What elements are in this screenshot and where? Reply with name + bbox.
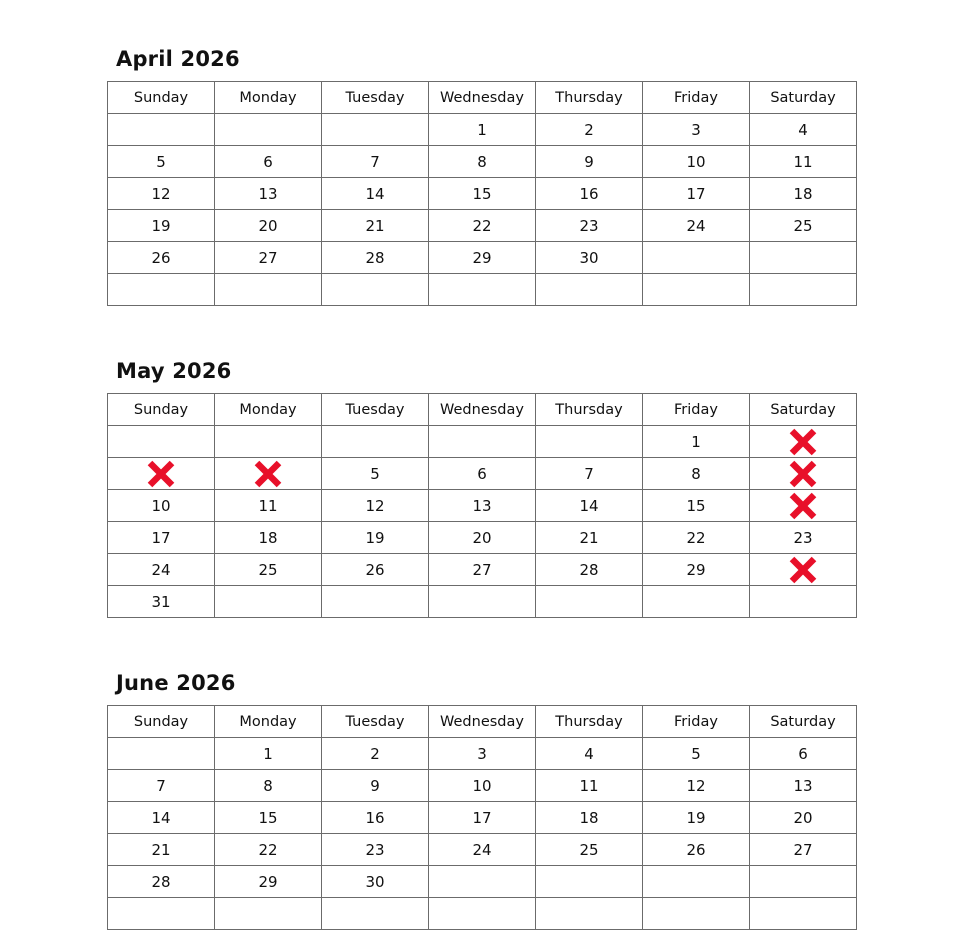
- day-cell: [215, 770, 322, 802]
- week-row: [108, 114, 857, 146]
- day-number: 12: [686, 776, 706, 795]
- day-cell: [108, 490, 215, 522]
- day-cell: [215, 242, 322, 274]
- weekday-header: Monday: [215, 394, 322, 426]
- day-cell: [108, 554, 215, 586]
- day-number: 11: [579, 776, 599, 795]
- day-cell: [215, 490, 322, 522]
- day-cell: [429, 458, 536, 490]
- day-number: 8: [477, 152, 487, 171]
- day-cell: [215, 210, 322, 242]
- day-cell: [536, 522, 643, 554]
- day-cell: [429, 898, 536, 930]
- day-number: 2: [584, 120, 594, 139]
- calendar-grid: [107, 81, 857, 306]
- day-cell: [643, 274, 750, 306]
- month-title: June 2026: [116, 671, 236, 695]
- day-number: 22: [258, 840, 278, 859]
- weekday-header: Friday: [643, 394, 750, 426]
- day-number: 18: [258, 528, 278, 547]
- day-number: 17: [686, 184, 706, 203]
- week-row: [108, 274, 857, 306]
- week-row: [108, 458, 857, 490]
- day-cell: [322, 738, 429, 770]
- day-number: 9: [370, 776, 380, 795]
- day-cell: [750, 490, 857, 522]
- day-number: 25: [579, 840, 599, 859]
- day-number: 19: [365, 528, 385, 547]
- week-row: [108, 866, 857, 898]
- day-number: 3: [691, 120, 701, 139]
- day-cell: [215, 114, 322, 146]
- day-number: 12: [151, 184, 171, 203]
- day-number: 30: [579, 248, 599, 267]
- weekday-header: Wednesday: [429, 706, 536, 738]
- week-row: [108, 426, 857, 458]
- month-title: May 2026: [116, 359, 232, 383]
- day-cell: [429, 738, 536, 770]
- day-cell: [429, 586, 536, 618]
- day-cell: [322, 770, 429, 802]
- day-number: 6: [798, 744, 808, 763]
- day-cell: [643, 802, 750, 834]
- day-cell: [536, 426, 643, 458]
- day-number: 13: [793, 776, 813, 795]
- day-cell: [643, 458, 750, 490]
- day-cell: [643, 146, 750, 178]
- weekday-header: Tuesday: [322, 394, 429, 426]
- day-cell: [322, 114, 429, 146]
- day-cell: [429, 178, 536, 210]
- weekday-header: Monday: [215, 706, 322, 738]
- day-number: 6: [477, 464, 487, 483]
- day-cell: [429, 242, 536, 274]
- day-cell: [536, 770, 643, 802]
- day-cell: [429, 554, 536, 586]
- day-cell: [536, 490, 643, 522]
- calendar-grid: [107, 705, 857, 930]
- day-cell: [322, 866, 429, 898]
- weekday-header-row: [108, 394, 857, 426]
- day-cell: [322, 522, 429, 554]
- day-number: 8: [263, 776, 273, 795]
- cross-mark-icon: [788, 555, 818, 585]
- weekday-header: Thursday: [536, 82, 643, 114]
- day-number: 15: [686, 496, 706, 515]
- day-number: 10: [686, 152, 706, 171]
- day-cell: [322, 490, 429, 522]
- day-number: 14: [151, 808, 171, 827]
- day-number: 28: [579, 560, 599, 579]
- day-number: 27: [793, 840, 813, 859]
- day-cell: [643, 554, 750, 586]
- day-number: 29: [686, 560, 706, 579]
- day-cell: [536, 834, 643, 866]
- day-cell: [108, 770, 215, 802]
- day-number: 13: [258, 184, 278, 203]
- day-number: 27: [472, 560, 492, 579]
- day-cell: [108, 146, 215, 178]
- day-cell: [215, 146, 322, 178]
- weekday-header: Sunday: [108, 82, 215, 114]
- day-cell: [429, 522, 536, 554]
- day-cell: [643, 426, 750, 458]
- day-cell: [536, 898, 643, 930]
- day-number: 5: [156, 152, 166, 171]
- day-cell: [322, 242, 429, 274]
- day-number: 7: [584, 464, 594, 483]
- day-number: 14: [365, 184, 385, 203]
- day-cell: [643, 114, 750, 146]
- day-number: 26: [151, 248, 171, 267]
- week-row: [108, 770, 857, 802]
- day-number: 30: [365, 872, 385, 891]
- day-cell: [750, 586, 857, 618]
- day-cell: [750, 458, 857, 490]
- day-number: 29: [258, 872, 278, 891]
- day-cell: [108, 210, 215, 242]
- week-row: [108, 554, 857, 586]
- day-cell: [429, 770, 536, 802]
- weekday-header: Tuesday: [322, 82, 429, 114]
- week-row: [108, 178, 857, 210]
- week-row: [108, 242, 857, 274]
- day-number: 24: [686, 216, 706, 235]
- day-cell: [215, 554, 322, 586]
- day-cell: [643, 178, 750, 210]
- day-number: 18: [579, 808, 599, 827]
- day-number: 25: [793, 216, 813, 235]
- day-cell: [322, 274, 429, 306]
- day-cell: [643, 522, 750, 554]
- day-cell: [536, 178, 643, 210]
- day-cell: [429, 210, 536, 242]
- day-cell: [536, 738, 643, 770]
- day-cell: [108, 274, 215, 306]
- day-number: 24: [472, 840, 492, 859]
- weekday-header: Saturday: [750, 706, 857, 738]
- day-number: 24: [151, 560, 171, 579]
- day-cell: [215, 834, 322, 866]
- weekday-header: Sunday: [108, 394, 215, 426]
- week-row: [108, 898, 857, 930]
- day-cell: [750, 178, 857, 210]
- day-cell: [643, 490, 750, 522]
- day-number: 4: [798, 120, 808, 139]
- day-cell: [108, 458, 215, 490]
- day-cell: [750, 210, 857, 242]
- day-cell: [750, 738, 857, 770]
- day-number: 23: [579, 216, 599, 235]
- cross-mark-icon: [146, 459, 176, 489]
- day-cell: [429, 146, 536, 178]
- day-cell: [750, 770, 857, 802]
- day-number: 6: [263, 152, 273, 171]
- day-number: 1: [691, 432, 701, 451]
- cross-mark-icon: [253, 459, 283, 489]
- day-cell: [750, 274, 857, 306]
- day-cell: [429, 490, 536, 522]
- weekday-header: Friday: [643, 706, 750, 738]
- day-cell: [429, 274, 536, 306]
- day-number: 22: [686, 528, 706, 547]
- day-number: 28: [151, 872, 171, 891]
- week-row: [108, 210, 857, 242]
- day-cell: [643, 242, 750, 274]
- day-cell: [215, 898, 322, 930]
- cross-mark-icon: [788, 427, 818, 457]
- day-cell: [536, 866, 643, 898]
- weekday-header: Thursday: [536, 394, 643, 426]
- week-row: [108, 802, 857, 834]
- weekday-header: Monday: [215, 82, 322, 114]
- day-cell: [643, 866, 750, 898]
- day-cell: [750, 522, 857, 554]
- day-number: 23: [793, 528, 813, 547]
- day-cell: [750, 114, 857, 146]
- day-number: 25: [258, 560, 278, 579]
- day-number: 19: [151, 216, 171, 235]
- day-cell: [322, 458, 429, 490]
- day-number: 29: [472, 248, 492, 267]
- day-cell: [536, 210, 643, 242]
- day-number: 12: [365, 496, 385, 515]
- cross-mark-icon: [788, 459, 818, 489]
- day-cell: [643, 834, 750, 866]
- cross-mark-icon: [788, 491, 818, 521]
- day-number: 2: [370, 744, 380, 763]
- day-cell: [108, 114, 215, 146]
- day-number: 11: [258, 496, 278, 515]
- day-number: 18: [793, 184, 813, 203]
- day-number: 3: [477, 744, 487, 763]
- day-cell: [108, 866, 215, 898]
- day-number: 8: [691, 464, 701, 483]
- day-cell: [750, 146, 857, 178]
- day-cell: [108, 242, 215, 274]
- day-number: 7: [370, 152, 380, 171]
- day-cell: [108, 522, 215, 554]
- week-row: [108, 146, 857, 178]
- day-number: 16: [365, 808, 385, 827]
- day-number: 14: [579, 496, 599, 515]
- day-cell: [322, 802, 429, 834]
- day-cell: [322, 834, 429, 866]
- day-cell: [536, 554, 643, 586]
- day-number: 15: [258, 808, 278, 827]
- day-number: 21: [579, 528, 599, 547]
- day-number: 11: [793, 152, 813, 171]
- weekday-header: Sunday: [108, 706, 215, 738]
- day-number: 5: [691, 744, 701, 763]
- day-number: 10: [151, 496, 171, 515]
- day-number: 26: [686, 840, 706, 859]
- day-cell: [536, 274, 643, 306]
- day-cell: [215, 426, 322, 458]
- day-cell: [536, 802, 643, 834]
- week-row: [108, 490, 857, 522]
- day-number: 9: [584, 152, 594, 171]
- day-cell: [750, 426, 857, 458]
- day-number: 21: [365, 216, 385, 235]
- day-cell: [536, 458, 643, 490]
- day-cell: [643, 210, 750, 242]
- day-cell: [215, 738, 322, 770]
- day-cell: [643, 770, 750, 802]
- day-cell: [750, 802, 857, 834]
- day-cell: [215, 802, 322, 834]
- day-number: 26: [365, 560, 385, 579]
- day-cell: [215, 866, 322, 898]
- day-cell: [429, 834, 536, 866]
- month-title: April 2026: [116, 47, 240, 71]
- day-number: 17: [151, 528, 171, 547]
- day-cell: [215, 178, 322, 210]
- day-cell: [429, 426, 536, 458]
- day-cell: [643, 898, 750, 930]
- day-number: 15: [472, 184, 492, 203]
- weekday-header: Saturday: [750, 394, 857, 426]
- day-cell: [108, 586, 215, 618]
- day-number: 21: [151, 840, 171, 859]
- day-cell: [322, 426, 429, 458]
- day-cell: [750, 834, 857, 866]
- day-cell: [750, 866, 857, 898]
- day-number: 19: [686, 808, 706, 827]
- day-cell: [750, 554, 857, 586]
- day-cell: [536, 114, 643, 146]
- day-number: 7: [156, 776, 166, 795]
- weekday-header: Saturday: [750, 82, 857, 114]
- day-cell: [643, 738, 750, 770]
- day-cell: [429, 114, 536, 146]
- day-cell: [322, 554, 429, 586]
- day-cell: [750, 898, 857, 930]
- day-number: 1: [263, 744, 273, 763]
- week-row: [108, 522, 857, 554]
- day-cell: [322, 178, 429, 210]
- weekday-header-row: [108, 706, 857, 738]
- day-cell: [322, 146, 429, 178]
- weekday-header: Thursday: [536, 706, 643, 738]
- day-cell: [108, 738, 215, 770]
- day-number: 1: [477, 120, 487, 139]
- day-number: 13: [472, 496, 492, 515]
- day-cell: [429, 866, 536, 898]
- week-row: [108, 586, 857, 618]
- day-cell: [108, 802, 215, 834]
- weekday-header: Friday: [643, 82, 750, 114]
- weekday-header: Tuesday: [322, 706, 429, 738]
- day-number: 20: [258, 216, 278, 235]
- day-number: 22: [472, 216, 492, 235]
- weekday-header-row: [108, 82, 857, 114]
- day-cell: [108, 178, 215, 210]
- day-cell: [322, 898, 429, 930]
- day-number: 17: [472, 808, 492, 827]
- day-cell: [536, 586, 643, 618]
- day-cell: [215, 274, 322, 306]
- day-number: 23: [365, 840, 385, 859]
- week-row: [108, 738, 857, 770]
- weekday-header: Wednesday: [429, 82, 536, 114]
- day-cell: [108, 426, 215, 458]
- day-cell: [643, 586, 750, 618]
- day-cell: [536, 146, 643, 178]
- calendar-grid: [107, 393, 857, 618]
- day-cell: [215, 458, 322, 490]
- day-cell: [429, 802, 536, 834]
- day-number: 28: [365, 248, 385, 267]
- day-number: 5: [370, 464, 380, 483]
- day-number: 10: [472, 776, 492, 795]
- day-cell: [322, 210, 429, 242]
- day-number: 20: [793, 808, 813, 827]
- day-cell: [750, 242, 857, 274]
- day-number: 27: [258, 248, 278, 267]
- weekday-header: Wednesday: [429, 394, 536, 426]
- day-number: 20: [472, 528, 492, 547]
- day-cell: [215, 586, 322, 618]
- day-cell: [322, 586, 429, 618]
- day-cell: [108, 898, 215, 930]
- day-number: 16: [579, 184, 599, 203]
- day-cell: [108, 834, 215, 866]
- day-number: 31: [151, 592, 171, 611]
- day-cell: [215, 522, 322, 554]
- day-number: 4: [584, 744, 594, 763]
- day-cell: [536, 242, 643, 274]
- week-row: [108, 834, 857, 866]
